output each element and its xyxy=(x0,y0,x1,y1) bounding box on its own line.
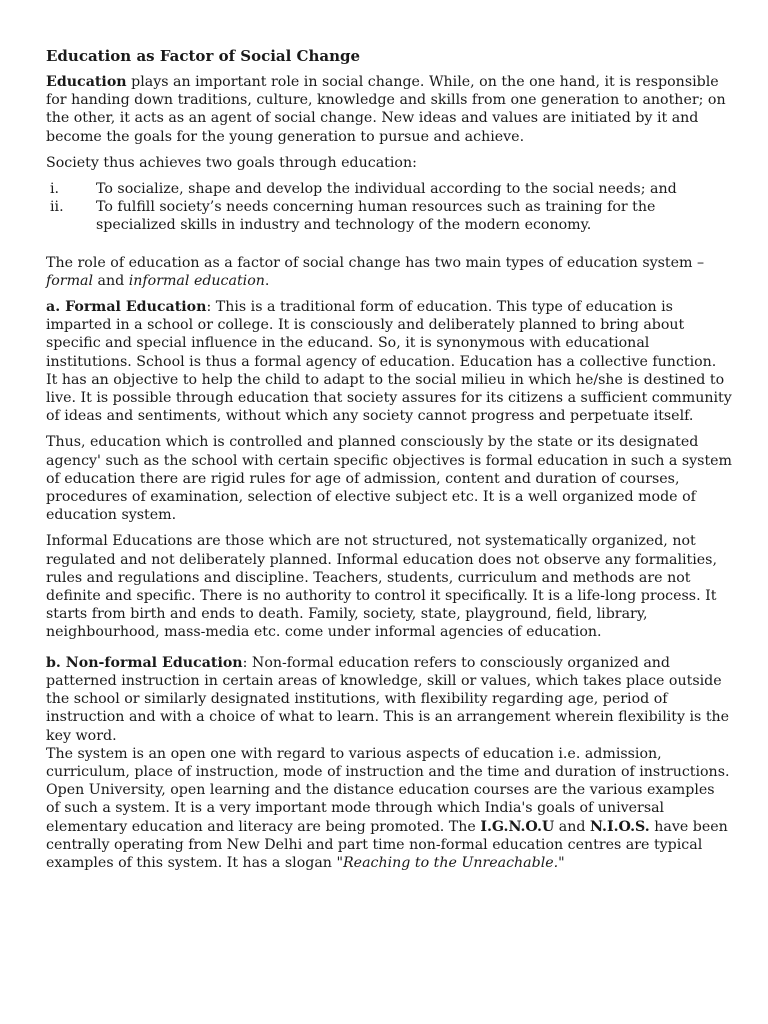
goal-number: i. xyxy=(50,181,60,198)
types-and: and xyxy=(93,272,129,289)
intro-lead-term: Education xyxy=(46,74,127,90)
goals-intro: Society thus achieves two goals through education: xyxy=(46,154,417,171)
goals-list xyxy=(46,180,732,235)
goal-number: ii. xyxy=(50,199,64,216)
types-end: . xyxy=(264,272,270,289)
formal-education-paragraph xyxy=(46,298,732,425)
slogan: Reaching to the Unreachable. xyxy=(342,854,559,871)
ignou-term: I.G.N.O.U xyxy=(480,818,555,835)
system-text-2: have been centrally operating from New Delhi and part time non-formal education centres are typical examples of this system. It has a slogan xyxy=(46,818,728,871)
intro-text: plays an important role in social change. While, on the one hand, it is responsible for handing down traditions, culture, knowledge and skills from one generation to another; on the other, it acts as an agent of social change. New ideas and values are initiated by it and become the goals for the young generation to pursue and achieve. xyxy=(46,74,726,145)
intro-paragraph xyxy=(46,73,732,146)
system-paragraph xyxy=(46,745,732,872)
goal-item xyxy=(46,180,732,198)
formal-term: formal xyxy=(46,272,94,289)
nonformal-education-heading: b. Non-formal Education xyxy=(46,654,243,671)
nonformal-education-paragraph xyxy=(46,654,732,745)
system-text: The system is an open one with regard to various aspects of education i.e. admission, curriculum, place of instruction, mode of instruction and the time and duration of instructions. Open University, open learning and the distance education courses are the various examples of such a system. It is a very important mode through which India's goals of universal elementary education and literacy are being promoted. The xyxy=(46,745,730,835)
nonformal-education-text: : Non-formal education refers to consciously organized and patterned instruction in certain areas of knowledge, skill or values, which takes place outside the school or similarly designated institutions, with flexibility regarding age, period of instruction and with a choice of what to learn. This is an arrangement wherein flexibility is the key word. xyxy=(46,654,730,744)
types-paragraph xyxy=(46,254,732,290)
informal-term: informal education xyxy=(128,272,265,289)
page-title: Education as Factor of Social Change xyxy=(46,47,361,65)
document-page xyxy=(46,46,732,880)
types-text: The role of education as a factor of social change has two main types of education system – xyxy=(46,254,705,271)
informal-education-paragraph: Informal Educations are those which are not structured, not systematically organized, not regulated and not deliberately planned. Informal education does not observe any formalities, rules and regulations and discipline. Teachers, students, curriculum and methods are not definite and specific. There is no authority to control it specifically. It is a life-long process. It starts from birth and ends to death. Family, society, state, playground, field, library, neighbourhood, mass-media etc. come under informal agencies of education. xyxy=(46,533,717,641)
nios-term: N.I.O.S. xyxy=(589,818,650,835)
quote-close: " xyxy=(558,854,565,871)
goal-text: To fulfill society’s needs concerning human resources such as training for the specialized skills in industry and technology of the modern economy. xyxy=(96,199,656,234)
goal-text: To socialize, shape and develop the individual according to the social needs; and xyxy=(96,181,677,198)
quote-open: " xyxy=(336,854,343,871)
goal-item xyxy=(46,198,732,234)
formal-education-text: : This is a traditional form of education. This type of education is imparted in a school or college. It is consciously and deliberately planned to bring about specific and special influence in the educand. So, it is synonymous with educational institutions. School is thus a formal agency of education. Education has a collective function. It has an objective to help the child to adapt to the social milieu in which he/she is destined to live. It is possible through education that society assures for its citizens a sufficient community of ideas and sentiments, without which any society cannot progress and perpetuate itself. xyxy=(46,299,732,425)
formal-education-heading: a. Formal Education xyxy=(46,299,207,316)
system-and: and xyxy=(554,818,590,835)
thus-paragraph: Thus, education which is controlled and planned consciously by the state or its designated agency' such as the school with certain specific objectives is formal education in such a system of education there are rigid rules for age of admission, content and duration of courses, procedures of examination, selection of elective subject etc. It is a well organized mode of education system. xyxy=(46,434,733,524)
